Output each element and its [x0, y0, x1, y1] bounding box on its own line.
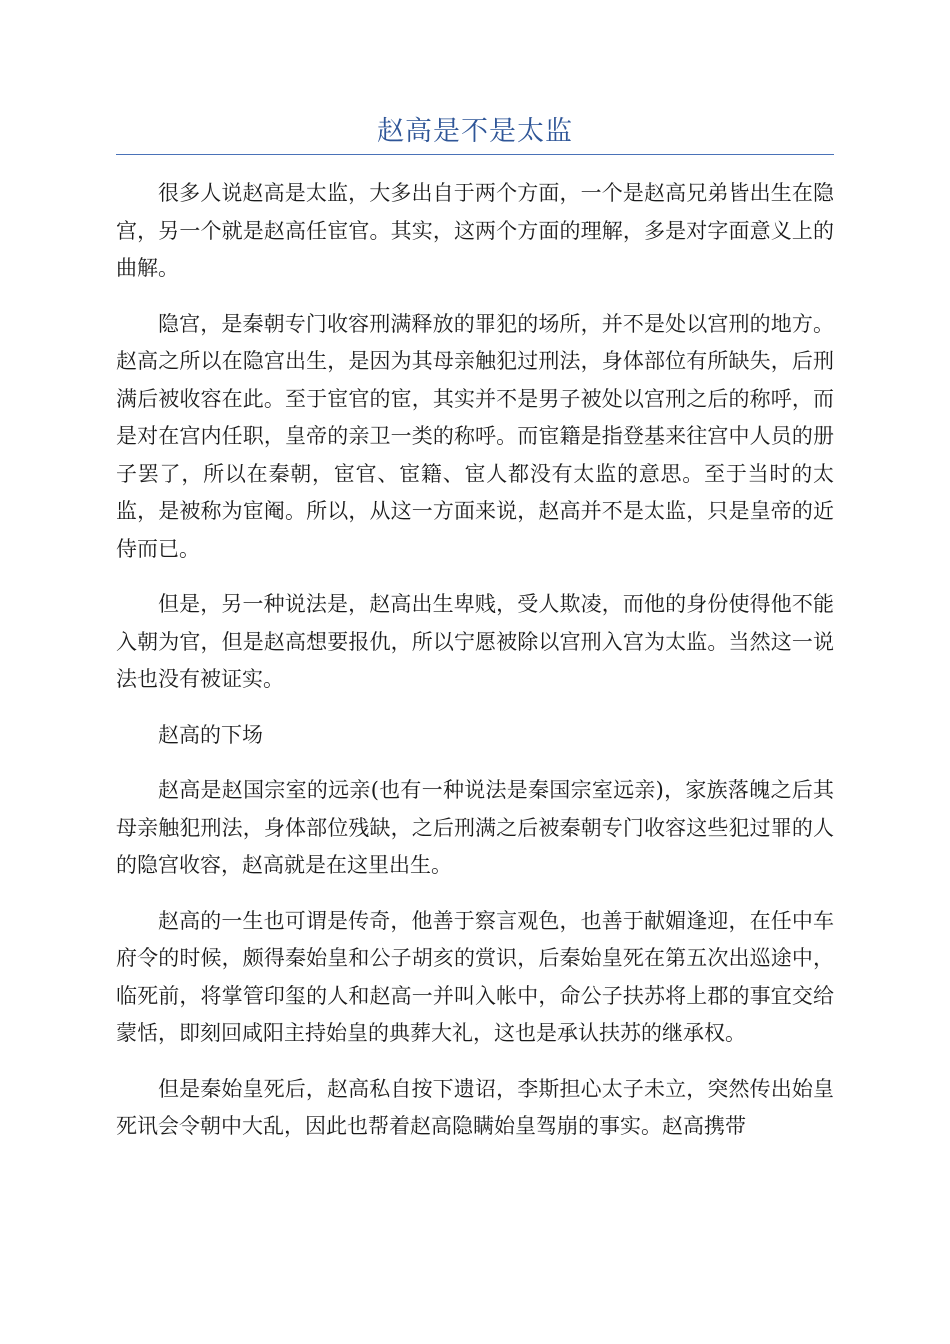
article-body	[116, 175, 834, 1164]
paragraph: 很多人说赵高是太监，大多出自于两个方面，一个是赵高兄弟皆出生在隐宫，另一个就是赵高任宦官。其实，这两个方面的理解，多是对字面意义上的曲解。	[116, 181, 834, 280]
section-heading: 赵高的下场	[158, 722, 263, 747]
title-underline	[116, 154, 834, 155]
paragraph: 但是秦始皇死后，赵高私自按下遗诏，李斯担心太子未立，突然传出始皇死讯会令朝中大乱，因此也帮着赵高隐瞒始皇驾崩的事实。赵高携带	[116, 1076, 834, 1138]
paragraph: 赵高是赵国宗室的远亲(也有一种说法是秦国宗室远亲)，家族落魄之后其母亲触犯刑法，身体部位残缺，之后刑满之后被秦朝专门收容这些犯过罪的人的隐宫收容，赵高就是在这里出生。	[116, 778, 834, 877]
page-title: 赵高是不是太监	[377, 116, 573, 147]
paragraph: 赵高的一生也可谓是传奇，他善于察言观色，也善于献媚逢迎，在任中车府令的时候，颇得秦始皇和公子胡亥的赏识，后秦始皇死在第五次出巡途中，临死前，将掌管印玺的人和赵高一并叫入帐中，命公子扶苏将上郡的事宜交给蒙恬，即刻回咸阳主持始皇的典葬大礼，这也是承认扶苏的继承权。	[116, 908, 834, 1045]
paragraph: 但是，另一种说法是，赵高出生卑贱，受人欺凌，而他的身份使得他不能入朝为官，但是赵高想要报仇，所以宁愿被除以宫刑入宫为太监。当然这一说法也没有被证实。	[116, 592, 834, 691]
paragraph: 隐宫，是秦朝专门收容刑满释放的罪犯的场所，并不是处以宫刑的地方。赵高之所以在隐宫出生，是因为其母亲触犯过刑法，身体部位有所缺失，后刑满后被收容在此。至于宦官的宦，其实并不是男子被处以宫刑之后的称呼，而是对在宫内任职，皇帝的亲卫一类的称呼。而宦籍是指登基来往宫中人员的册子罢了，所以在秦朝，宦官、宦籍、宦人都没有太监的意思。至于当时的太监，是被称为宦阉。所以，从这一方面来说，赵高并不是太监，只是皇帝的近侍而已。	[116, 311, 834, 561]
